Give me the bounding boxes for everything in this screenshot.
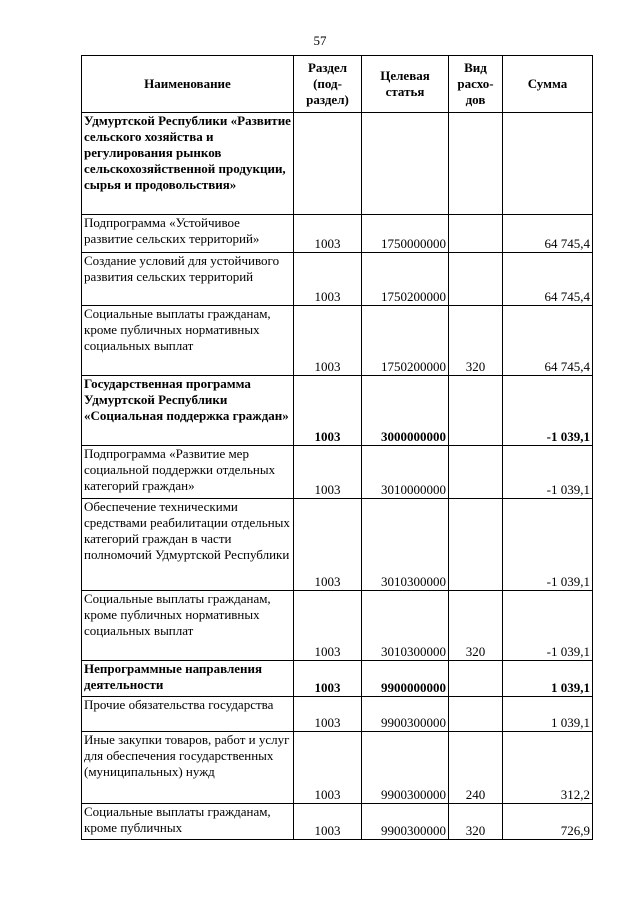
cell-name: Создание условий для устойчивого развития сельских территорий (82, 253, 294, 306)
cell-name: Подпрограмма «Развитие мер социальной поддержки отдельных категорий граждан» (82, 446, 294, 499)
cell-kind (449, 697, 503, 732)
cell-section: 1003 (294, 661, 362, 697)
cell-target (362, 113, 449, 215)
header-target: Целевая статья (362, 56, 449, 113)
cell-name: Непрограммные направления деятельности (82, 661, 294, 697)
cell-name: Обеспечение техническими средствами реабилитации отдельных категорий граждан в части полномочий Удмуртской Республики (82, 499, 294, 591)
cell-kind (449, 661, 503, 697)
cell-amount: 312,2 (503, 732, 593, 804)
cell-target: 9900300000 (362, 804, 449, 840)
table-row (82, 732, 593, 804)
cell-kind (449, 499, 503, 591)
table-row (82, 661, 593, 697)
cell-name: Удмуртской Республики «Развитие сельского хозяйства и регулирования рынков сельскохозяйственной продукции, сырья и продовольствия» (82, 113, 294, 215)
cell-target: 3010300000 (362, 591, 449, 661)
cell-kind (449, 253, 503, 306)
cell-amount: -1 039,1 (503, 591, 593, 661)
cell-name: Прочие обязательства государства (82, 697, 294, 732)
header-amount: Сумма (503, 56, 593, 113)
cell-name: Социальные выплаты гражданам, кроме публичных нормативных социальных выплат (82, 306, 294, 376)
cell-section: 1003 (294, 697, 362, 732)
cell-section: 1003 (294, 591, 362, 661)
table-row (82, 697, 593, 732)
cell-target: 3000000000 (362, 376, 449, 446)
header-kind: Вид расхо-дов (449, 56, 503, 113)
cell-kind (449, 215, 503, 253)
cell-name: Государственная программа Удмуртской Республики «Социальная поддержка граждан» (82, 376, 294, 446)
cell-target: 3010000000 (362, 446, 449, 499)
table-row (82, 499, 593, 591)
cell-amount: 64 745,4 (503, 215, 593, 253)
cell-amount (503, 113, 593, 215)
cell-name: Социальные выплаты гражданам, кроме публичных (82, 804, 294, 840)
cell-target: 1750200000 (362, 306, 449, 376)
cell-section: 1003 (294, 804, 362, 840)
cell-section: 1003 (294, 376, 362, 446)
table-row (82, 804, 593, 840)
cell-name: Иные закупки товаров, работ и услуг для обеспечения государственных (муниципальных) нужд (82, 732, 294, 804)
cell-amount: -1 039,1 (503, 376, 593, 446)
cell-section: 1003 (294, 499, 362, 591)
cell-section: 1003 (294, 215, 362, 253)
header-name: Наименование (82, 56, 294, 113)
cell-amount: 726,9 (503, 804, 593, 840)
budget-table (81, 55, 593, 840)
cell-target: 1750200000 (362, 253, 449, 306)
table-row (82, 215, 593, 253)
cell-amount: 64 745,4 (503, 253, 593, 306)
header-row (82, 56, 593, 113)
table-row (82, 253, 593, 306)
cell-amount: -1 039,1 (503, 446, 593, 499)
table-row (82, 591, 593, 661)
cell-amount: 1 039,1 (503, 697, 593, 732)
cell-section: 1003 (294, 306, 362, 376)
cell-kind: 320 (449, 306, 503, 376)
cell-kind (449, 376, 503, 446)
cell-target: 1750000000 (362, 215, 449, 253)
cell-amount: -1 039,1 (503, 499, 593, 591)
cell-kind: 320 (449, 804, 503, 840)
table-row (82, 113, 593, 215)
header-section: Раздел (под-раздел) (294, 56, 362, 113)
cell-kind: 240 (449, 732, 503, 804)
cell-section: 1003 (294, 446, 362, 499)
table-row (82, 376, 593, 446)
table-body (82, 113, 593, 840)
cell-target: 9900300000 (362, 697, 449, 732)
table-row (82, 306, 593, 376)
cell-section (294, 113, 362, 215)
page-number: 57 (313, 33, 327, 48)
cell-section: 1003 (294, 732, 362, 804)
cell-target: 3010300000 (362, 499, 449, 591)
cell-target: 9900000000 (362, 661, 449, 697)
cell-name: Социальные выплаты гражданам, кроме публичных нормативных социальных выплат (82, 591, 294, 661)
cell-target: 9900300000 (362, 732, 449, 804)
cell-kind (449, 446, 503, 499)
cell-name: Подпрограмма «Устойчивое развитие сельских территорий» (82, 215, 294, 253)
cell-amount: 64 745,4 (503, 306, 593, 376)
cell-amount: 1 039,1 (503, 661, 593, 697)
cell-kind: 320 (449, 591, 503, 661)
table-row (82, 446, 593, 499)
cell-section: 1003 (294, 253, 362, 306)
cell-kind (449, 113, 503, 215)
